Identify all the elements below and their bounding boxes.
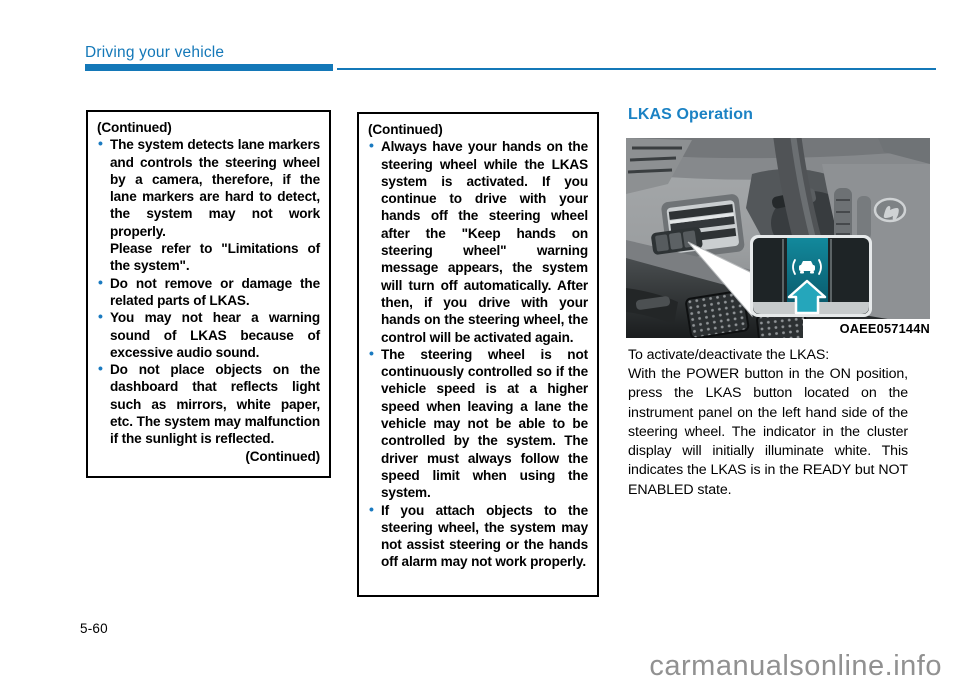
activation-body-text: With the POWER button in the ON position, press the LKAS button located on the instrument panel on the left hand side of the steering wheel. The indicator in the cluster display will initially illuminate white. This indicates the LKAS is in the READY but NOT ENABLED state.: [628, 366, 908, 498]
activation-intro-text: To activate/deactivate the LKAS:: [628, 347, 830, 363]
figure-caption: OAEE057144N: [803, 319, 930, 338]
warning-box-middle: [357, 112, 599, 597]
box-title: (Continued): [368, 122, 443, 137]
bullet-item: • Always have your hands on the steering wheel while the LKAS system is activated. If you continue to drive with your hands off the steering wheel after the "Keep hands on steering wheel" warning message appears, the system will turn off automatically. After then, if you drive with your hands on the steering wheel, the control will be activated again.: [368, 138, 588, 346]
section-heading: LKAS Operation: [628, 106, 753, 123]
dashboard-photo: [626, 138, 930, 338]
bullet-item: • If you attach objects to the steering wheel, the system may not assist steering or the hands off alarm may not work properly.: [368, 502, 588, 571]
bullet-item: • Do not remove or damage the related parts of LKAS.: [97, 275, 320, 310]
chapter-title: Driving your vehicle: [85, 44, 224, 66]
bullet-item: • The system detects lane markers and controls the steering wheel by a camera, therefore, if the lane markers are hard to detect, the system may not work properly.: [97, 136, 320, 240]
hyundai-logo: [875, 199, 905, 221]
header-rule: [337, 68, 936, 70]
note-item: Please refer to "Limitations of the system".: [110, 241, 320, 274]
header-accent-bar: [85, 64, 333, 71]
box-title: (Continued): [97, 120, 172, 135]
watermark: carmanualsonline.info: [649, 650, 942, 682]
page-number: 5-60: [80, 621, 108, 636]
bullet-item: • Do not place objects on the dashboard that reflects light such as mirrors, white paper, etc. The system may malfunction if the sunlight is reflected.: [97, 361, 320, 447]
lkas-button-callout: [750, 235, 872, 317]
box-continued-label: (Continued): [245, 448, 320, 464]
bullet-item: • The steering wheel is not continuously controlled so if the vehicle speed is at a higher speed when leaving a lane the vehicle may not be able to be controlled by the system. The driver must always follow the speed limit when using the system.: [368, 346, 588, 502]
bullet-item: • You may not hear a warning sound of LKAS because of excessive audio sound.: [97, 309, 320, 361]
lkas-button-figure: [626, 138, 930, 338]
warning-box-left: [86, 110, 331, 478]
